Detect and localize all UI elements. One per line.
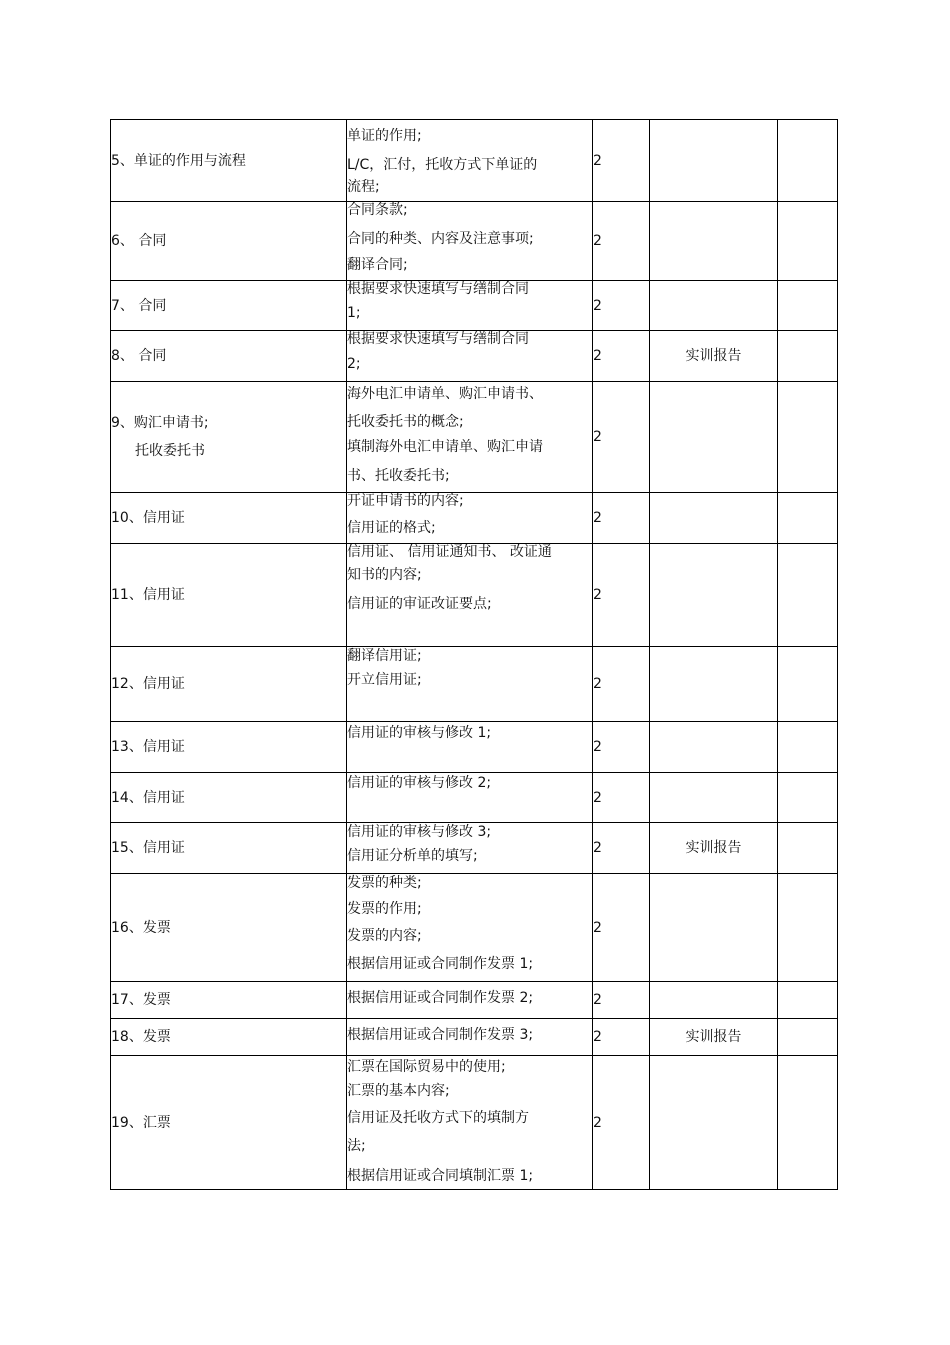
topic-text: 17、发票 — [111, 992, 171, 1008]
content-line: 信用证分析单的填写; — [347, 848, 478, 864]
topic-text: 7、 合同 — [111, 297, 167, 314]
content-line: 合同条款; — [347, 202, 408, 218]
topic-text: 19、汇票 — [111, 1114, 171, 1131]
topic-text: 5、单证的作用与流程 — [111, 152, 246, 169]
notes-cell — [778, 722, 838, 773]
topic-text: 12、信用证 — [111, 676, 185, 692]
content-line: 根据信用证或合同制作发票 3; — [347, 1027, 534, 1043]
table-row — [111, 982, 838, 1019]
topic-cell — [111, 544, 347, 647]
hours-cell: 2 — [593, 647, 650, 722]
assessment-cell — [650, 544, 778, 647]
topic-cell — [111, 1056, 347, 1190]
content-line: 翻译合同; — [347, 257, 408, 273]
content-line: 流程; — [347, 179, 380, 195]
content-cell — [347, 823, 593, 874]
table-row — [111, 331, 838, 382]
content-line: 填制海外电汇申请单、购汇申请 — [347, 439, 543, 455]
topic-cell — [111, 281, 347, 331]
topic-text: 16、发票 — [111, 919, 171, 936]
notes-cell — [778, 982, 838, 1019]
content-cell — [347, 331, 593, 382]
topic-cell — [111, 722, 347, 773]
content-line: 发票的作用; — [347, 901, 422, 917]
content-line: 信用证的审证改证要点; — [347, 596, 492, 612]
topic-cell — [111, 1019, 347, 1056]
topic-text: 6、 合同 — [111, 233, 167, 249]
table-row — [111, 120, 838, 202]
topic-cell — [111, 493, 347, 544]
assessment-cell: 实训报告 — [650, 1019, 778, 1056]
content-line: 信用证的审核与修改 1; — [347, 725, 492, 741]
notes-cell — [778, 331, 838, 382]
content-line: 开证申请书的内容; — [347, 493, 464, 509]
content-cell — [347, 1019, 593, 1056]
topic-cell — [111, 382, 347, 493]
table-row — [111, 874, 838, 982]
notes-cell — [778, 1056, 838, 1190]
topic-cell — [111, 874, 347, 982]
assessment-cell: 实训报告 — [650, 331, 778, 382]
content-line: 托收委托书的概念; — [347, 414, 464, 430]
hours-cell: 2 — [593, 823, 650, 874]
assessment-cell — [650, 202, 778, 281]
hours-cell: 2 — [593, 982, 650, 1019]
content-line: 根据要求快速填写与缮制合同 — [347, 281, 529, 297]
table-row — [111, 544, 838, 647]
content-line: 发票的种类; — [347, 875, 422, 891]
hours-cell: 2 — [593, 874, 650, 982]
content-cell — [347, 722, 593, 773]
table-row — [111, 382, 838, 493]
content-cell — [347, 982, 593, 1019]
content-line: 汇票的基本内容; — [347, 1083, 450, 1099]
topic-cell — [111, 202, 347, 281]
notes-cell — [778, 493, 838, 544]
hours-cell: 2 — [593, 1019, 650, 1056]
topic-text: 9、购汇申请书; — [111, 415, 209, 431]
notes-cell — [778, 823, 838, 874]
content-line: 合同的种类、内容及注意事项; — [347, 231, 534, 247]
assessment-cell — [650, 382, 778, 493]
assessment-cell — [650, 1056, 778, 1190]
hours-cell: 2 — [593, 722, 650, 773]
table-row — [111, 1019, 838, 1056]
content-line: 根据信用证或合同填制汇票 1; — [347, 1168, 534, 1184]
content-line: 信用证、 信用证通知书、 改证通 — [347, 544, 552, 560]
table-row — [111, 202, 838, 281]
content-line: L/C，汇付，托收方式下单证的 — [347, 157, 538, 173]
topic-text: 11、信用证 — [111, 587, 185, 603]
content-line: 信用证的审核与修改 2; — [347, 775, 492, 791]
assessment-cell — [650, 493, 778, 544]
content-line: 海外电汇申请单、购汇申请书、 — [347, 386, 543, 402]
content-line: 发票的内容; — [347, 928, 422, 944]
content-line: 1; — [347, 305, 361, 321]
content-cell — [347, 493, 593, 544]
topic-text: 18、发票 — [111, 1029, 171, 1045]
notes-cell — [778, 281, 838, 331]
hours-cell: 2 — [593, 281, 650, 331]
content-line: 法; — [347, 1138, 366, 1154]
table-row — [111, 773, 838, 823]
table-row — [111, 493, 838, 544]
content-line: 2; — [347, 356, 361, 372]
topic-cell — [111, 647, 347, 722]
table-row — [111, 647, 838, 722]
content-line: 单证的作用; — [347, 128, 422, 144]
hours-cell: 2 — [593, 544, 650, 647]
content-cell — [347, 120, 593, 202]
content-line: 根据信用证或合同制作发票 1; — [347, 956, 534, 972]
topic-cell — [111, 773, 347, 823]
content-line: 汇票在国际贸易中的使用; — [347, 1059, 506, 1075]
topic-text: 15、信用证 — [111, 840, 185, 856]
hours-cell: 2 — [593, 202, 650, 281]
assessment-cell — [650, 647, 778, 722]
table-row — [111, 281, 838, 331]
content-line: 根据信用证或合同制作发票 2; — [347, 990, 534, 1006]
hours-cell: 2 — [593, 773, 650, 823]
hours-cell: 2 — [593, 331, 650, 382]
content-cell — [347, 281, 593, 331]
table-row — [111, 722, 838, 773]
topic-text: 10、信用证 — [111, 510, 185, 526]
assessment-cell — [650, 722, 778, 773]
assessment-cell: 实训报告 — [650, 823, 778, 874]
topic-cell — [111, 823, 347, 874]
assessment-cell — [650, 120, 778, 202]
content-line: 信用证及托收方式下的填制方 — [347, 1110, 529, 1126]
content-line: 开立信用证; — [347, 672, 422, 688]
table-row — [111, 1056, 838, 1190]
content-cell — [347, 647, 593, 722]
content-cell — [347, 874, 593, 982]
table-row — [111, 823, 838, 874]
content-cell — [347, 382, 593, 493]
content-line: 根据要求快速填写与缮制合同 — [347, 331, 529, 347]
topic-cell — [111, 331, 347, 382]
assessment-cell — [650, 874, 778, 982]
content-cell — [347, 773, 593, 823]
notes-cell — [778, 120, 838, 202]
topic-text: 8、 合同 — [111, 348, 167, 364]
hours-cell: 2 — [593, 1056, 650, 1190]
content-line: 书、托收委托书; — [347, 468, 450, 484]
notes-cell — [778, 544, 838, 647]
content-cell — [347, 1056, 593, 1190]
assessment-cell — [650, 982, 778, 1019]
topic-text: 14、信用证 — [111, 789, 185, 806]
notes-cell — [778, 773, 838, 823]
notes-cell — [778, 647, 838, 722]
notes-cell — [778, 382, 838, 493]
content-line: 知书的内容; — [347, 567, 422, 583]
content-line: 信用证的格式; — [347, 520, 436, 536]
notes-cell — [778, 1019, 838, 1056]
hours-cell: 2 — [593, 382, 650, 493]
assessment-cell — [650, 281, 778, 331]
hours-cell: 2 — [593, 120, 650, 202]
topic-text: 13、信用证 — [111, 739, 185, 755]
notes-cell — [778, 202, 838, 281]
topic-text: 托收委托书 — [135, 443, 205, 459]
topic-cell — [111, 982, 347, 1019]
course-schedule-table — [110, 119, 838, 1190]
content-cell — [347, 202, 593, 281]
content-line: 信用证的审核与修改 3; — [347, 824, 492, 840]
content-line: 翻译信用证; — [347, 648, 422, 664]
notes-cell — [778, 874, 838, 982]
content-cell — [347, 544, 593, 647]
hours-cell: 2 — [593, 493, 650, 544]
topic-cell — [111, 120, 347, 202]
assessment-cell — [650, 773, 778, 823]
